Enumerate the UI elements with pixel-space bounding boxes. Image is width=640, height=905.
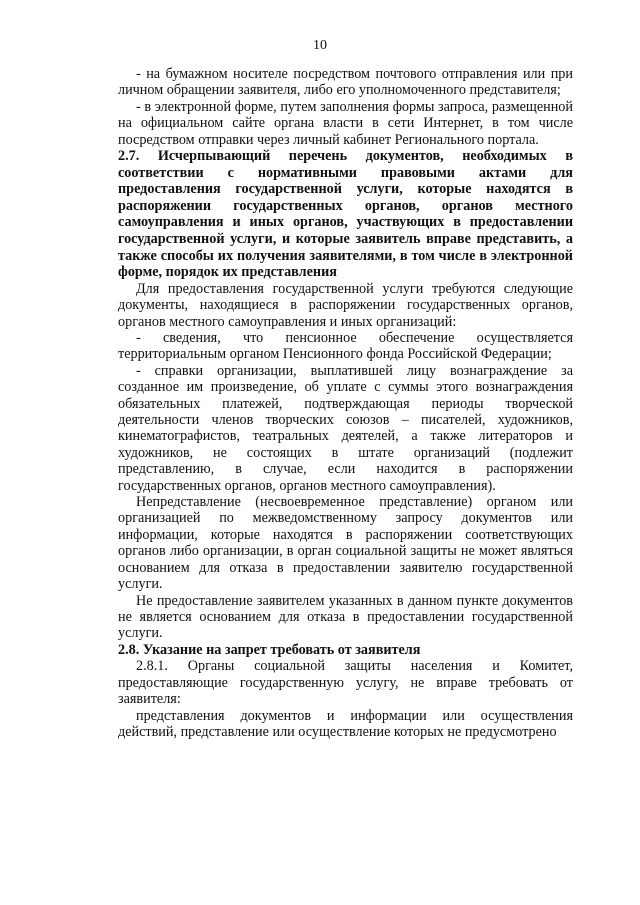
paragraph: Непредставление (несвоевременное представление) органом или организацией по межведомственному запросу документов или информации, которые находятся в распоряжении соответствующих органов либо организации, в орган социальной защиты не может являться основанием для отказа в предоставлении заявителю государственной услуги. [118, 494, 573, 593]
section-heading-2-7: 2.7. Исчерпывающий перечень документов, необходимых в соответствии с нормативными правовыми актами для предоставления государственной услуги, которые находятся в распоряжении государственных органов, органов местного самоуправления и иных органов, участвующих в предоставлении государственной услуги, и которые заявитель вправе представить, а также способы их получения заявителями, в том числе в электронной форме, порядок их представления [118, 148, 573, 281]
paragraph: Не предоставление заявителем указанных в данном пункте документов не является основанием для отказа в предоставлении государственной услуги. [118, 592, 573, 642]
paragraph: представления документов и информации или осуществления действий, представление или осуществление которых не предусмотрено [118, 707, 573, 740]
page-number: 10 [313, 38, 327, 53]
list-item: - в электронной форме, путем заполнения формы запроса, размещенной на официальном сайте органа власти в сети Интернет, в том числе посредством отправки через личный кабинет Регионального портала. [118, 98, 573, 148]
paragraph: Для предоставления государственной услуги требуются следующие документы, находящиеся в распоряжении государственных органов, органов местного самоуправления и иных организаций: [118, 280, 573, 330]
list-item: - справки организации, выплатившей лицу вознаграждение за созданное им произведение, об уплате с суммы этого вознаграждения обязательных платежей, подтверждающая периоды творческой деятельности членов творческих союзов – писателей, художников, кинематографистов, театральных деятелей, а также литераторов и художников, не состоящих в штате организаций (подлежит представлению, в случае, если находится в распоряжении государственных органов, органов местного самоуправления). [118, 362, 573, 494]
list-item: - на бумажном носителе посредством почтового отправления или при личном обращении заявителя, либо его уполномоченного представителя; [118, 66, 573, 99]
section-heading-2-8: 2.8. Указание на запрет требовать от заявителя [118, 641, 421, 658]
list-item: - сведения, что пенсионное обеспечение осуществляется территориальным органом Пенсионного фонда Российской Федерации; [118, 330, 573, 363]
paragraph: 2.8.1. Органы социальной защиты населения и Комитет, предоставляющие государственную услугу, не вправе требовать от заявителя: [118, 658, 573, 708]
document-body [118, 66, 573, 740]
